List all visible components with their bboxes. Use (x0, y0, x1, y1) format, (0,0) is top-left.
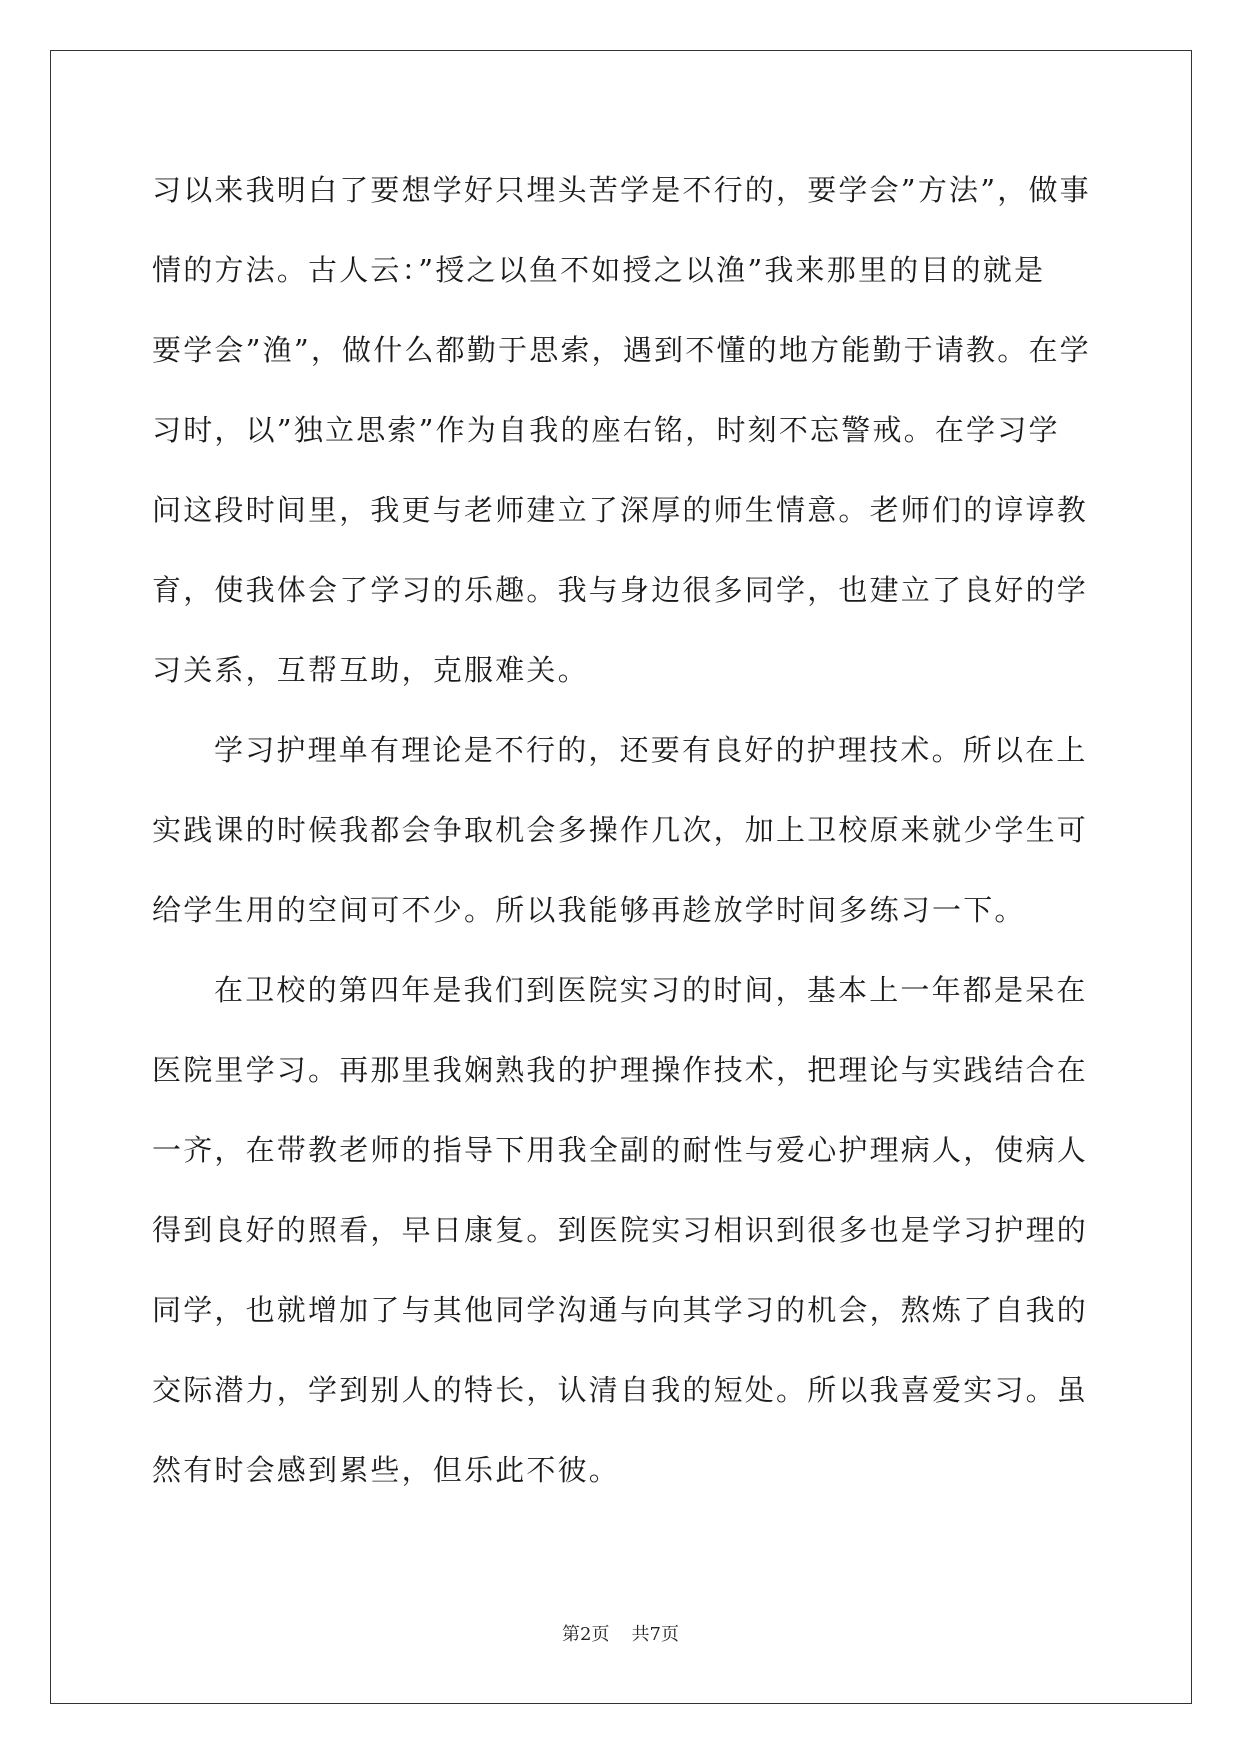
text-line: 育，使我体会了学习的乐趣。我与身边很多同学，也建立了良好的学 (152, 573, 1089, 607)
page-number: 第2页 (562, 1624, 610, 1645)
text-line: 实践课的时候我都会争取机会多操作几次，加上卫校原来就少学生可 (152, 813, 1089, 847)
text-line: 给学生用的空间可不少。所以我能够再趁放学时间多练习一下。 (152, 893, 1026, 927)
text-line: 交际潜力，学到别人的特长，认清自我的短处。所以我喜爱实习。虽 (152, 1373, 1089, 1407)
document-body (152, 150, 1092, 1510)
text-line: 情的方法。古人云：”授之以鱼不如授之以渔”我来那里的目的就是 (152, 253, 1046, 287)
text-line: 问这段时间里，我更与老师建立了深厚的师生情意。老师们的谆谆教 (152, 493, 1089, 527)
paragraph-first-line: 学习护理单有理论是不行的，还要有良好的护理技术。所以在上 (214, 733, 1088, 767)
paragraph-first-line: 在卫校的第四年是我们到医院实习的时间，基本上一年都是呆在 (214, 973, 1088, 1007)
text-line: 得到良好的照看，早日康复。到医院实习相识到很多也是学习护理的 (152, 1213, 1089, 1247)
text-line: 然有时会感到累些，但乐此不彼。 (152, 1453, 621, 1487)
text-line: 习以来我明白了要想学好只埋头苦学是不行的，要学会”方法”，做事 (152, 173, 1091, 207)
page-total: 共7页 (631, 1624, 679, 1645)
text-line: 同学，也就增加了与其他同学沟通与向其学习的机会，熬炼了自我的 (152, 1293, 1089, 1327)
text-line: 要学会”渔”，做什么都勤于思索，遇到不懂的地方能勤于请教。在学 (152, 333, 1091, 367)
text-line: 医院里学习。再那里我娴熟我的护理操作技术，把理论与实践结合在 (152, 1053, 1089, 1087)
page-footer (0, 1623, 1241, 1647)
text-line: 习时，以”独立思索”作为自我的座右铭，时刻不忘警戒。在学习学 (152, 413, 1060, 447)
text-line: 习关系，互帮互助，克服难关。 (152, 653, 589, 687)
text-line: 一齐，在带教老师的指导下用我全副的耐性与爱心护理病人，使病人 (152, 1133, 1089, 1167)
